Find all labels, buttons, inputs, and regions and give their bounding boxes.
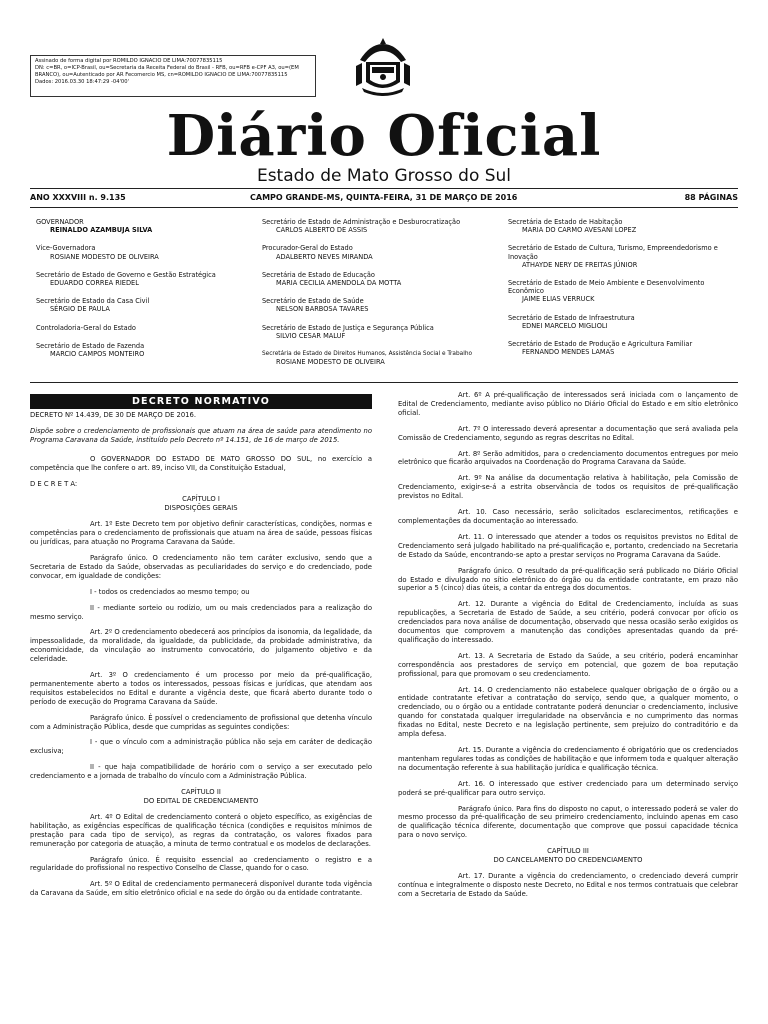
official-role: Secretário de Estado de Meio Ambiente e Desenvolvimento Econômico (508, 279, 705, 296)
official-role: Secretário de Estado de Produção e Agricultura Familiar (508, 340, 693, 349)
official-name: MARCIO CAMPOS MONTEIRO (50, 350, 145, 359)
article-text: Art. 14. O credenciamento não estabelece qualquer obrigação de o órgão ou a entidade contratante efetivar a contratação do serviço, sendo que, a qualquer momento, o credenciado, ou o órgão ou a entidade contratante poderá denunciar o credenciamento, inclusive quando for constatada qualquer irregularidade na observância e no cumprimento das normas fixadas no Edital, neste Decreto e na legislação pertinente, sem prejuízo do contraditório e da ampla defesa. (398, 685, 738, 739)
article-text: Art. 13. A Secretaria de Estado da Saúde, a seu critério, poderá encaminhar correspondência aos prestadores de serviço em potencial, que gozem de boa reputação profissional, para que promovam o seu credenciamento. (398, 651, 738, 678)
chapter-title: DO EDITAL DE CREDENCIAMENTO (143, 797, 259, 805)
article-text: Art. 15. Durante a vigência do credenciamento é obrigatório que os credenciados mantenham regulares todas as condições de habilitação e que informem toda e qualquer alteração na documentação referente à sua habilitação jurídica e qualificação técnica. (398, 746, 738, 772)
digital-signature-box (30, 55, 316, 97)
chapter-heading (30, 788, 372, 806)
official-role: Secretário de Estado de Justiça e Segurança Pública (262, 323, 434, 332)
paragraph-text: Parágrafo único. O credenciamento não tem caráter exclusivo, sendo que a Secretaria de Estado da Saúde, observadas as peculiaridades do serviço e do credenciado, pode convocar, em igualdade de condições: (30, 553, 372, 580)
signature-line: Dados: 2016.03.30 18:47:29 -04'00' (35, 79, 129, 85)
article-text: Art. 5º O Edital de credenciamento permanecerá disponível durante toda vigência da Caravana da Saúde, em sítio eletrônico oficial e na sede do órgão ou da entidade contratante. (30, 880, 372, 898)
official-name: SÉRGIO DE PAULA (50, 305, 110, 314)
government-column-2 (262, 218, 498, 376)
official-role: Secretário de Estado de Cultura, Turismo, Empreendedorismo e Inovação (508, 244, 718, 261)
official-name: REINALDO AZAMBUJA SILVA (50, 226, 153, 235)
official-name: SILVIO CESAR MALUF (276, 331, 346, 340)
divider (30, 382, 738, 383)
paragraph-text: Parágrafo único. É requisito essencial ao credenciamento o registro e a regularidade do profissional no respectivo Conselho de Classe, quando for o caso. (30, 855, 372, 873)
decree-column-left (30, 411, 372, 905)
official-role: Secretário de Estado de Infraestrutura (508, 313, 635, 322)
official-role: Controladoria-Geral do Estado (36, 323, 136, 332)
signature-line: Assinado de forma digital por ROMILDO IGNACIO DE LIMA:70077835115 (35, 58, 223, 64)
article-text: Art. 11. O interessado que atender a todos os requisitos previstos no Edital de Credenciamento será julgado habilitado na pré-qualificação e, portanto, credenciado na Secretaria de Estado da Saúde, encontrando-se apto a prestar serviços no Programa Caravana da Saúde. (398, 532, 738, 559)
edition-pages: 88 PÁGINAS (684, 193, 738, 202)
official-name: FERNANDO MENDES LAMAS (522, 348, 615, 357)
article-text: Art. 1º Este Decreto tem por objetivo definir características, condições, normas e competências para o credenciamento de profissionais que atuam na área de saúde, pessoas físicas ou jurídicas, para atuação no Programa Caravana da Saúde. (30, 520, 372, 547)
government-column-1 (36, 218, 246, 368)
government-column-3 (508, 218, 734, 366)
edition-number: ANO XXXVIII n. 9.135 (30, 193, 126, 202)
official-role: Secretária de Estado de Direitos Humanos, Assistência Social e Trabalho (262, 351, 473, 358)
chapter-number: CAPÍTULO II (181, 788, 221, 797)
official-name: MARIA DO CARMO AVESANI LOPEZ (522, 226, 637, 235)
chapter-number: CAPÍTULO III (547, 847, 589, 856)
official-name: ATHAYDE NERY DE FREITAS JÚNIOR (522, 260, 638, 269)
signature-line: BRANCO), ou=Autenticado por AR Fecomercio MS, cn=ROMILDO IGNACIO DE LIMA:70077835115 (35, 72, 288, 78)
state-coat-of-arms-icon (352, 36, 414, 98)
official-role: Secretário de Estado de Administração e Desburocratização (262, 218, 461, 226)
article-text: Art. 3º O credenciamento é um processo por meio da pré-qualificação, permanentemente aberto a todos os interessados, pessoas físicas e jurídicas, que atendam aos requisitos estabelecidos no Edital e durante a vigência deste, que ficará aberto durante todo o período de execução do Programa Caravana da Saúde. (30, 671, 372, 706)
article-text: Art. 6º A pré-qualificação de interessados será iniciada com o lançamento de Edital de Credenciamento, mediante aviso público no Diário Oficial do Estado e em sítio eletrônico oficial. (398, 391, 738, 417)
article-text: Art. 9º Na análise da documentação relativa à habilitação, pela Comissão de Credenciamento, exigir-se-á a estrita observância de todos os requisitos de pré-qualificação previstos no Edital. (398, 474, 738, 501)
official-name: ROSIANE MODESTO DE OLIVEIRA (50, 252, 159, 261)
paragraph-text: Parágrafo único. Para fins do disposto no caput, o interessado poderá se valer do mesmo processo da pré-qualificação de seu primeiro credenciamento, incluindo apenas em caso de qualificação técnica diferente, documentação que comprove que possui capacidade técnica para o novo serviço. (398, 804, 738, 840)
divider (30, 188, 738, 189)
official-role: Secretário de Estado de Fazenda (36, 341, 145, 350)
item-text: I - todos os credenciados ao mesmo tempo; ou (90, 587, 250, 596)
masthead-title: Diário Oficial (166, 103, 602, 169)
official-name: MARIA CECILIA AMENDOLA DA MOTTA (276, 279, 402, 288)
chapter-number: CAPÍTULO I (182, 495, 220, 504)
decree-ementa: Dispõe sobre o credenciamento de profissionais que atuam na área de saúde para atendimento no Programa Caravana da Saúde, instituído pelo Decreto nº 14.151, de 16 de março de 2015. (30, 426, 372, 444)
divider (30, 207, 738, 208)
item-text: I - que o vínculo com a administração pública não seja em caráter de dedicação exclusiva; (30, 738, 372, 756)
official-role: Vice-Governadora (36, 244, 96, 253)
official-role: Procurador-Geral do Estado (262, 244, 353, 253)
official-role: Secretário de Estado de Governo e Gestão Estratégica (36, 270, 216, 279)
section-banner: DECRETO NORMATIVO (30, 394, 372, 409)
article-text: Art. 7º O interessado deverá apresentar a documentação que será avaliada pela Comissão de Credenciamento, segundo as regras descritas no Edital. (398, 424, 738, 442)
paragraph-text: Parágrafo único. É possível o credenciamento de profissional que detenha vínculo com a Administração Pública, desde que cumpridas as seguintes condições: (30, 713, 372, 731)
decree-heading: DECRETO Nº 14.439, DE 30 DE MARÇO DE 2016. (30, 411, 196, 419)
paragraph-text: Parágrafo único. O resultado da pré-qualificação será publicado no Diário Oficial do Estado e divulgado no sítio eletrônico do órgão ou da entidade contratante, em prazo não superior a 5 (cinco) dias úteis, a contar da entrega dos documentos. (398, 566, 738, 593)
chapter-heading (398, 847, 738, 865)
official-name: EDNEI MARCELO MIGLIOLI (522, 321, 608, 330)
official-role: Secretário de Estado da Casa Civil (36, 297, 150, 306)
official-name: CARLOS ALBERTO DE ASSIS (276, 226, 368, 235)
signature-line: DN: c=BR, o=ICP-Brasil, ou=Secretaria da Receita Federal do Brasil - RFB, ou=RFB e-CPF A3, ou=(EM (35, 65, 299, 71)
official-name: JAIME ELIAS VERRUCK (522, 295, 595, 304)
decree-column-right (398, 391, 738, 906)
edition-date: CAMPO GRANDE-MS, QUINTA-FEIRA, 31 DE MARÇO DE 2016 (250, 193, 518, 202)
chapter-heading (30, 495, 372, 513)
decree-preamble: O GOVERNADOR DO ESTADO DE MATO GROSSO DO SUL, no exercício a competência que lhe confere o art. 89, inciso VII, da Constituição Estadual, (30, 454, 372, 472)
article-text: Art. 4º O Edital de credenciamento conterá o objeto específico, as exigências de habilitação, as exigências específicas de qualificação técnica (condições e requisitos mínimos de prestação para cada tipo de serviço), as regras da contratação, os valores fixados para remuneração por categoria de atuação, a minuta de termo contratual e os modelos de declarações. (30, 812, 372, 848)
official-role: Secretária de Estado de Educação (262, 270, 375, 279)
official-name: ADALBERTO NEVES MIRANDA (276, 252, 373, 261)
article-text: Art. 16. O interessado que estiver credenciado para um determinado serviço poderá se pré-qualificar para outro serviço. (398, 779, 738, 797)
official-name: NELSON BARBOSA TAVARES (276, 305, 369, 314)
official-role: Secretária de Estado de Habitação (508, 218, 623, 226)
decree-decreta: D E C R E T A: (30, 479, 78, 488)
article-text: Art. 10. Caso necessário, serão solicitados esclarecimentos, retificações e complementações da documentação ao interessado. (398, 508, 738, 525)
official-role: GOVERNADOR (36, 218, 84, 226)
article-text: Art. 8º Serão admitidos, para o credenciamento documentos entregues por meio eletrônico que ficarão arquivados na Coordenação do Programa Caravana da Saúde. (398, 449, 738, 467)
official-name: ROSIANE MODESTO DE OLIVEIRA (276, 358, 385, 367)
chapter-title: DISPOSIÇÕES GERAIS (164, 504, 238, 513)
item-text: II - mediante sorteio ou rodízio, um ou mais credenciados para a realização do mesmo serviço. (30, 603, 372, 621)
item-text: II - que haja compatibilidade de horário com o serviço a ser executado pelo credenciamento e a jornada de trabalho do vínculo com a Administração Pública. (30, 763, 372, 781)
official-role: Secretário de Estado de Saúde (262, 297, 364, 306)
article-text: Art. 12. Durante a vigência do Edital de Credenciamento, incluída as suas republicações, a Secretaria de Estado de Saúde, a seu critério, poderá convocar por ofício os credenciados para nova análise de documentação, observado que nessa ocasião serão exigidos os documentos que comprovem a manutenção das condições apresentadas quando da pré-qualificação do interessado. (398, 600, 738, 644)
article-text: Art. 17. Durante a vigência do credenciamento, o credenciado deverá cumprir contínua e integralmente o disposto neste Decreto, no Edital e nos termos contratuais que celebrar com a Secretaria de Estado da Saúde. (398, 871, 738, 898)
masthead-subtitle: Estado de Mato Grosso do Sul (256, 166, 512, 186)
article-text: Art. 2º O credenciamento obedecerá aos princípios da isonomia, da legalidade, da impessoalidade, da moralidade, da igualdade, da publicidade, da probidade administrativa, da economicidade, da vinculação ao instrumento convocatório, do julgamento objetivo e da celeridade. (30, 628, 372, 664)
official-name: EDUARDO CORREA RIEDEL (50, 279, 139, 288)
chapter-title: DO CANCELAMENTO DO CREDENCIAMENTO (493, 856, 643, 865)
